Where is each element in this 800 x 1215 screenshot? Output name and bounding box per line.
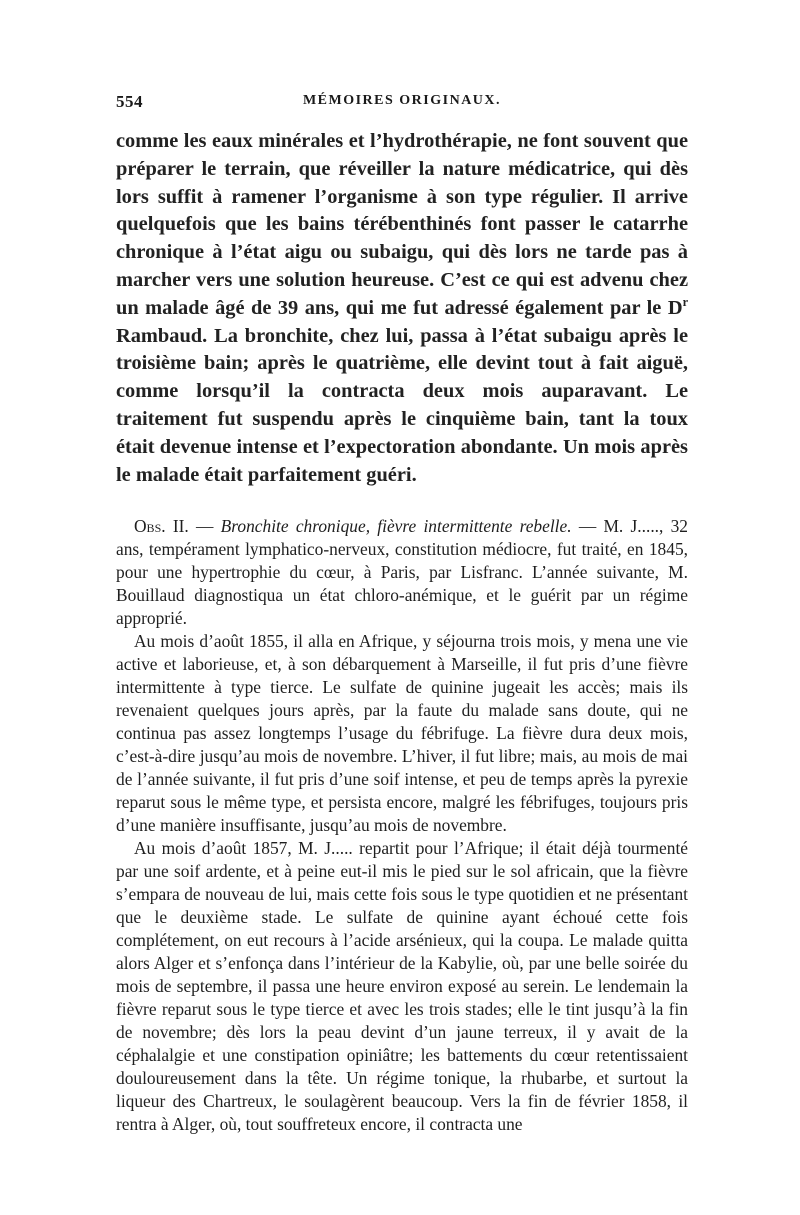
observation-paragraph-2: Au mois d’août 1855, il alla en Afrique, y séjourna trois mois, y mena une vie active et laborieuse, et, à son débarquement à Marseille, il fut pris d’une fièvre intermittente à type tierce. Le sulfate de quinine jugeait les accès; mais ils revenaient quelques jours après, par la faute du malade sans doute, qui ne continua pas assez longtemps l’usage du fébrifuge. La fièvre dura deux mois, c’est-à-dire jusqu’au mois de novembre. L’hiver, il fut libre; mais, au mois de mai de l’année suivante, il fut pris d’une soif intense, et peu de temps après la pyrexie reparut sous le même type, et persista encore, malgré les fébrifuges, toujours pris d’une manière insuffisante, jusqu’au mois de novembre. bbox=[116, 631, 688, 836]
observation-paragraph-3: Au mois d’août 1857, M. J..... repartit pour l’Afrique; il était déjà tourmenté par une soif ardente, et à peine eut-il mis le pied sur le sol africain, que la fièvre s’empara de nouveau de lui, mais cette fois sous le type quotidien et ne présentant que le deuxième stade. Le sulfate de quinine ayant échoué cette fois complétement, on eut recours à l’acide arsénieux, qui la coupa. Le malade quitta alors Alger et s’enfonça dans l’intérieur de la Kabylie, où, par une belle soirée du mois de septembre, il passa une heure environ exposé au serein. Le lendemain la fièvre reparut sous le type tierce et avec les trois stades; elle le tint jusqu’à la fin de novembre; dès lors la peau devint d’un jaune terreux, il y avait de la céphalalgie et une constipation opiniâtre; les battements du cœur retentissaient douloureusement dans la tête. Un régime tonique, la rhubarbe, et surtout la liqueur des Chartreux, le soulagèrent beaucoup. Vers la fin de février 1858, il rentra à Alger, où, tout souffreteux encore, il contracta une bbox=[116, 838, 688, 1135]
intro-text: comme les eaux minérales et l’hydrothérapie, ne font souvent que préparer le terrain, que réveiller la nature médicatrice, qui dès lors suffit à ramener l’organisme à son type régulier. Il arrive quelquefois que les bains térébenthinés font passer le catarrhe chronique à l’état aigu ou subaigu, qui dès lors ne tarde pas à marcher vers une solution heureuse. C’est ce qui est advenu chez un malade âgé de 39 ans, qui me fut adressé également par le D bbox=[116, 130, 688, 319]
observation-first-paragraph bbox=[116, 515, 688, 630]
observation-title: Bronchite chronique, fièvre intermittente rebelle. bbox=[220, 516, 572, 537]
doctor-abbrev-sup: r bbox=[682, 294, 688, 309]
page-number: 554 bbox=[116, 92, 143, 111]
intro-text-end: Rambaud. La bronchite, chez lui, passa à l’état subaigu après le troisième bain; après le quatrième, elle devint tout à fait aiguë, comme lorsqu’il la contracta deux mois auparavant. Le traitement fut suspendu après le cinquième bain, tant la toux était devenue intense et l’expectoration abondante. Un mois après le malade était parfaitement guéri. bbox=[116, 324, 688, 486]
observation-text: — M. J....., 32 ans, tempérament lymphatico-nerveux, constitution médiocre, fut traité, en 1845, pour une hypertrophie du cœur, à Paris, par Lisfranc. L’année suivante, M. Bouillaud diagnostiqua un état chloro-anémique, et le guérit par un régime approprié. bbox=[116, 516, 688, 629]
intro-paragraph bbox=[116, 128, 688, 489]
observation-dash: — bbox=[188, 516, 221, 537]
running-title: MÉMOIRES ORIGINAUX. bbox=[302, 93, 502, 108]
running-header bbox=[116, 92, 688, 122]
observation-label: Obs. II. bbox=[134, 516, 189, 537]
